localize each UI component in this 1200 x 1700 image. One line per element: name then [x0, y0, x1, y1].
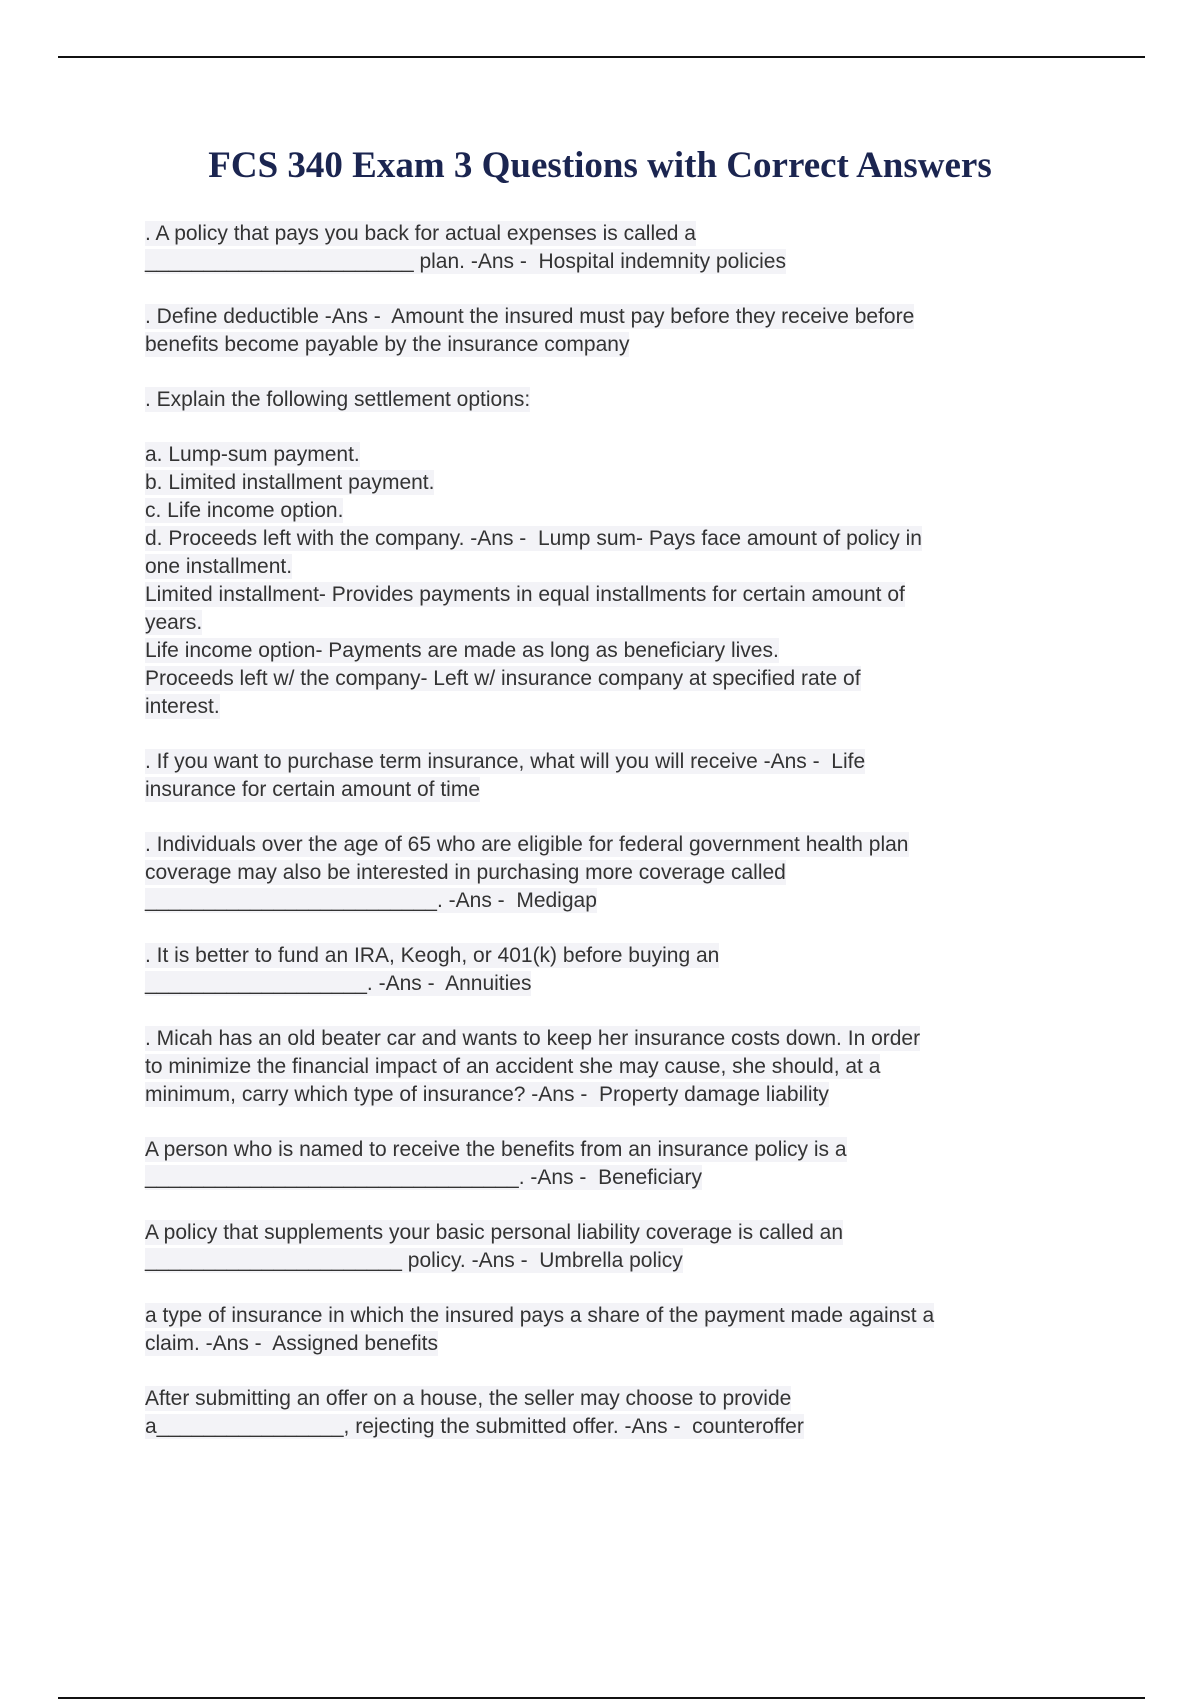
- qa-item: [145, 831, 1065, 915]
- qa-line-text: ___________________. -Ans - Annuities: [145, 972, 532, 995]
- qa-line: [145, 1164, 1065, 1192]
- qa-line: [145, 1330, 1065, 1358]
- qa-line: [145, 331, 1065, 359]
- qa-item: [145, 1302, 1065, 1358]
- qa-line-text: interest.: [145, 695, 220, 718]
- qa-line: [145, 497, 1065, 525]
- qa-item: [145, 1219, 1065, 1275]
- qa-line: [145, 525, 1065, 553]
- qa-line-text: years.: [145, 611, 203, 634]
- qa-line-text: Life income option- Payments are made as long as beneficiary lives.: [145, 639, 779, 662]
- qa-line: [145, 1302, 1065, 1330]
- qa-line-text: Limited installment- Provides payments in equal installments for certain amount of: [145, 583, 905, 606]
- qa-line: [145, 1053, 1065, 1081]
- qa-item: [145, 1136, 1065, 1192]
- qa-line: [145, 609, 1065, 637]
- qa-line-text: a type of insurance in which the insured pays a share of the payment made against a: [145, 1304, 935, 1327]
- qa-line: [145, 220, 1065, 248]
- document-body: [145, 220, 1065, 1468]
- qa-line-text: After submitting an offer on a house, the seller may choose to provide: [145, 1387, 792, 1410]
- header-rule: [58, 56, 1145, 58]
- qa-line: [145, 637, 1065, 665]
- qa-line-text: A person who is named to receive the benefits from an insurance policy is a: [145, 1138, 847, 1161]
- qa-line-text: ______________________ policy. -Ans - Umbrella policy: [145, 1249, 683, 1272]
- qa-line: [145, 859, 1065, 887]
- qa-line: [145, 1025, 1065, 1053]
- qa-line-text: . Define deductible -Ans - Amount the insured must pay before they receive before: [145, 305, 915, 328]
- qa-line-text: . Individuals over the age of 65 who are eligible for federal government health plan: [145, 833, 909, 856]
- qa-line: [145, 831, 1065, 859]
- qa-line: [145, 303, 1065, 331]
- qa-line-text: _______________________ plan. -Ans - Hospital indemnity policies: [145, 250, 786, 273]
- qa-line: [145, 1413, 1065, 1441]
- qa-item: [145, 1025, 1065, 1109]
- qa-item: [145, 386, 1065, 414]
- qa-line: [145, 1081, 1065, 1109]
- qa-line: [145, 1247, 1065, 1275]
- qa-line-text: coverage may also be interested in purchasing more coverage called: [145, 861, 786, 884]
- qa-item: [145, 748, 1065, 804]
- qa-line-text: a. Lump-sum payment.: [145, 443, 360, 466]
- qa-line: [145, 386, 1065, 414]
- qa-line: [145, 1136, 1065, 1164]
- qa-line-text: . It is better to fund an IRA, Keogh, or 401(k) before buying an: [145, 944, 720, 967]
- qa-line-text: Proceeds left w/ the company- Left w/ insurance company at specified rate of: [145, 667, 861, 690]
- qa-line-text: c. Life income option.: [145, 499, 344, 522]
- qa-item: [145, 1385, 1065, 1441]
- qa-line: [145, 441, 1065, 469]
- qa-line-text: b. Limited installment payment.: [145, 471, 435, 494]
- qa-line: [145, 693, 1065, 721]
- question-list: [145, 220, 1065, 1441]
- qa-line: [145, 970, 1065, 998]
- footer-rule: [58, 1697, 1145, 1699]
- qa-item: [145, 303, 1065, 359]
- qa-line: [145, 665, 1065, 693]
- qa-line-text: . Explain the following settlement options:: [145, 388, 531, 411]
- qa-item: [145, 441, 1065, 721]
- qa-line-text: . Micah has an old beater car and wants to keep her insurance costs down. In order: [145, 1027, 921, 1050]
- qa-line: [145, 581, 1065, 609]
- qa-line-text: ________________________________. -Ans - Beneficiary: [145, 1166, 702, 1189]
- qa-line-text: minimum, carry which type of insurance? -Ans - Property damage liability: [145, 1083, 829, 1106]
- qa-line-text: one installment.: [145, 555, 293, 578]
- qa-line-text: . A policy that pays you back for actual expenses is called a: [145, 222, 696, 245]
- qa-line: [145, 1219, 1065, 1247]
- qa-line-text: a________________, rejecting the submitted offer. -Ans - counteroffer: [145, 1415, 804, 1438]
- qa-line: [145, 1385, 1065, 1413]
- qa-line: [145, 887, 1065, 915]
- qa-line: [145, 776, 1065, 804]
- qa-line: [145, 553, 1065, 581]
- qa-line-text: benefits become payable by the insurance company: [145, 333, 630, 356]
- qa-item: [145, 942, 1065, 998]
- qa-line-text: _________________________. -Ans - Medigap: [145, 889, 597, 912]
- qa-line-text: A policy that supplements your basic personal liability coverage is called an: [145, 1221, 844, 1244]
- qa-line-text: to minimize the financial impact of an accident she may cause, she should, at a: [145, 1055, 881, 1078]
- document-title: FCS 340 Exam 3 Questions with Correct Answers: [208, 145, 992, 186]
- qa-line-text: claim. -Ans - Assigned benefits: [145, 1332, 438, 1355]
- qa-line: [145, 248, 1065, 276]
- qa-line: [145, 942, 1065, 970]
- qa-line-text: . If you want to purchase term insurance, what will you will receive -Ans - Life: [145, 750, 866, 773]
- qa-line: [145, 748, 1065, 776]
- qa-line: [145, 469, 1065, 497]
- qa-line-text: insurance for certain amount of time: [145, 778, 480, 801]
- qa-line-text: d. Proceeds left with the company. -Ans - Lump sum- Pays face amount of policy in: [145, 527, 922, 550]
- qa-item: [145, 220, 1065, 276]
